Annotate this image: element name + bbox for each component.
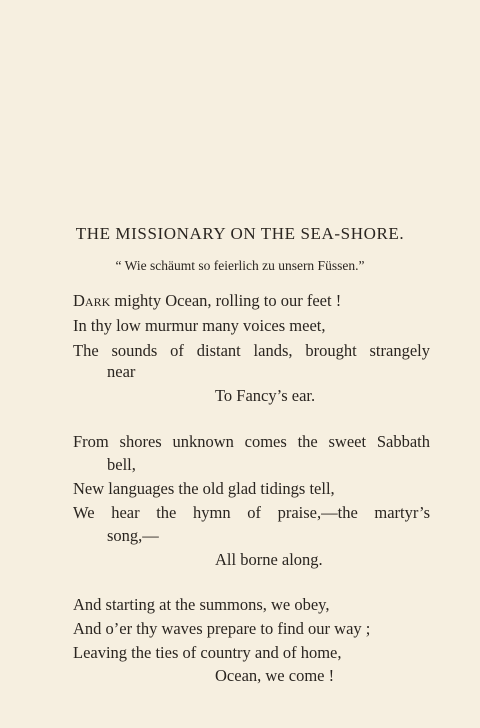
stanza-2-line-3-continuation: song,— — [107, 526, 159, 545]
poem-title: THE MISSIONARY ON THE SEA-SHORE. — [75, 224, 405, 243]
stanza-2-line-2: New languages the old glad tidings tell, — [73, 479, 335, 498]
line-text: mighty Ocean, rolling to our feet ! — [110, 291, 342, 310]
stanza-2-line-3: We hear the hymn of praise,—the martyr’s — [73, 503, 430, 522]
stanza-3-line-3: Leaving the ties of country and of home, — [73, 643, 342, 662]
poem-epigraph: “ Wie schäumt so feierlich zu unsern Füssen.” — [115, 258, 365, 273]
stanza-2-line-1: From shores unknown comes the sweet Sabbath — [73, 432, 430, 451]
stanza-1-refrain: To Fancy’s ear. — [215, 386, 316, 405]
stanza-3-line-1: And starting at the summons, we obey, — [73, 595, 330, 614]
stanza-1-line-3: The sounds of distant lands, brought strangely — [73, 341, 430, 360]
stanza-2-line-1-continuation: bell, — [107, 455, 136, 474]
stanza-1-line-3-continuation: near — [107, 362, 136, 381]
stanza-1-line-1 — [73, 291, 341, 311]
stanza-3-refrain: Ocean, we come ! — [215, 666, 335, 685]
stanza-1-line-2: In thy low murmur many voices meet, — [73, 316, 326, 335]
drop-word: Dark — [73, 291, 111, 310]
stanza-2-refrain: All borne along. — [215, 550, 323, 569]
stanza-3-line-2: And o’er thy waves prepare to find our way ; — [73, 619, 371, 638]
